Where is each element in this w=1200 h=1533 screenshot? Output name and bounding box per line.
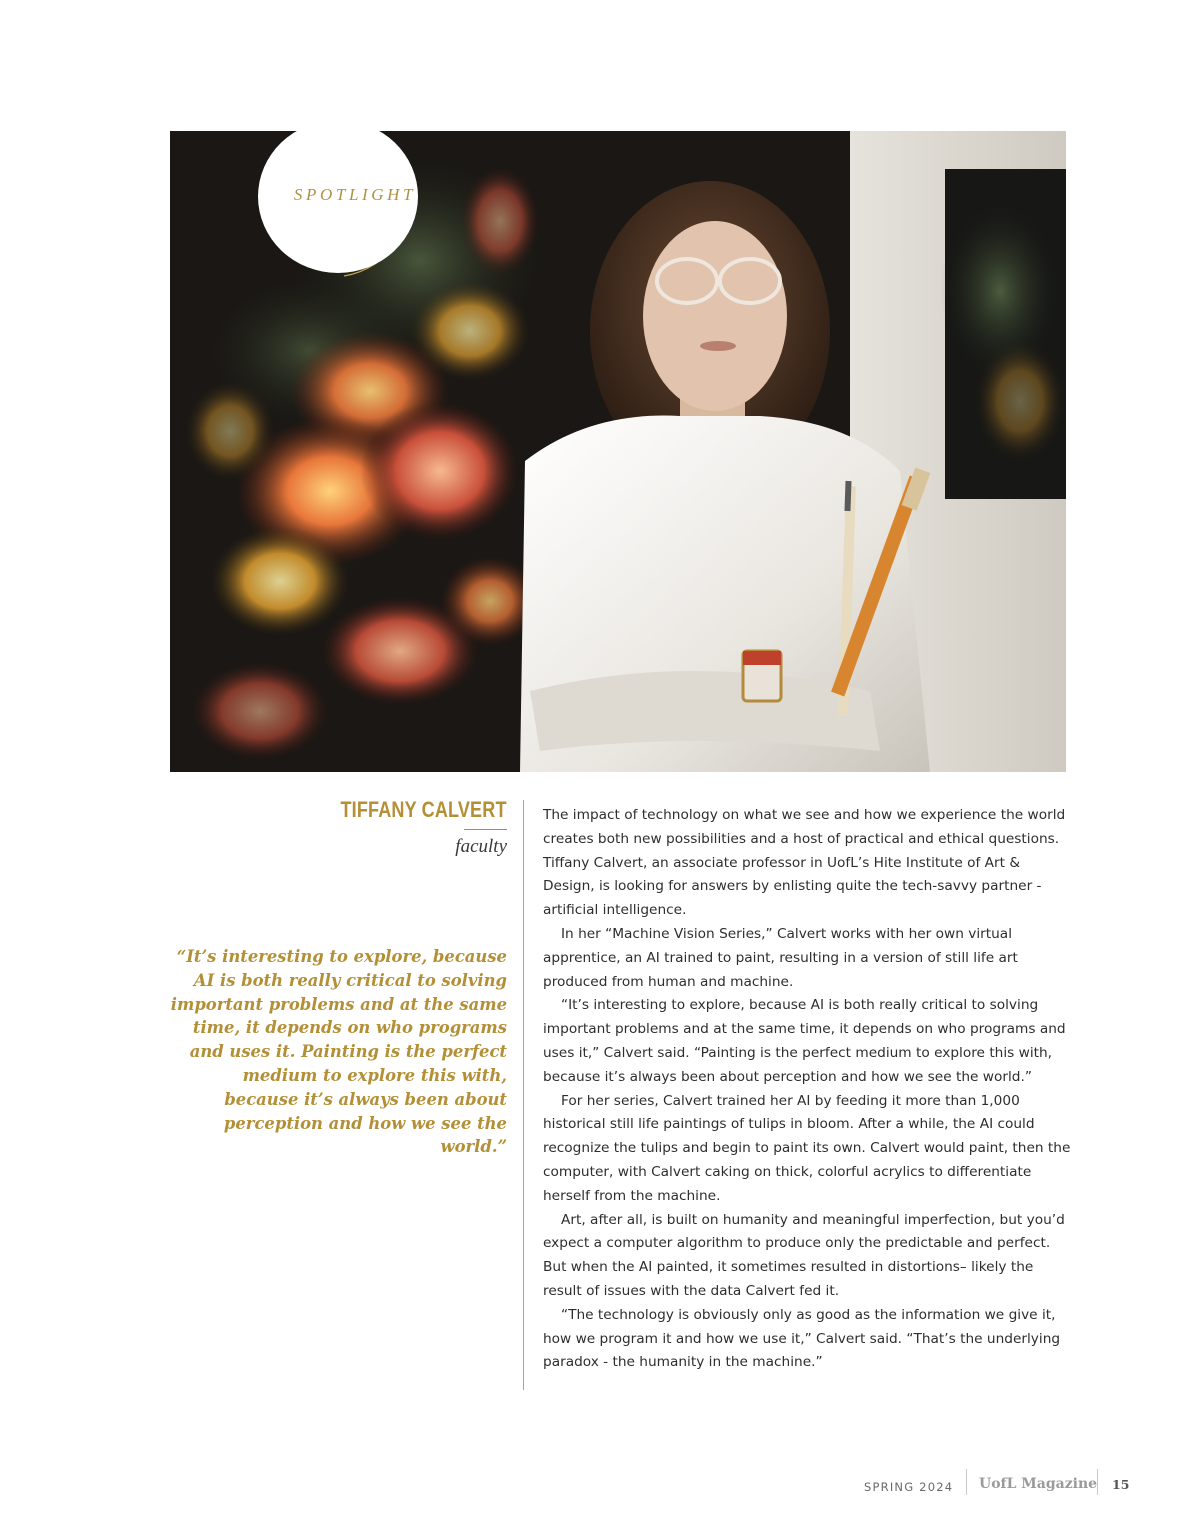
article-paragraph: Art, after all, is built on humanity and meaningful imperfection, but you’d expect a computer algorithm to produce only the predictable and perfect. But when the AI painted, it sometimes resulted in distortions– likely the result of issues with the data Calvert fed it.: [543, 1211, 1065, 1299]
article-paragraph: The impact of technology on what we see and how we experience the world creates both new possibilities and a host of practical and ethical questions. Tiffany Calvert, an associate professor in UofL’s Hite Institute of Art & Design, is looking for answers by enlisting quite the tech-savvy partner - artificial intelligence.: [543, 807, 1066, 919]
footer-divider: [1097, 1469, 1098, 1495]
article-paragraph: In her “Machine Vision Series,” Calvert works with her own virtual apprentice, an AI trained to paint, resulting in a version of still life art produced from human and machine.: [543, 925, 1018, 990]
spotlight-label: SPOTLIGHT: [293, 184, 417, 204]
footer-divider: [966, 1469, 967, 1495]
article-paragraph: “The technology is obviously only as good as the information we give it, how we program it and how we use it,” Calvert said. “That’s the underlying paradox - the humanity in the machine.”: [543, 1306, 1061, 1371]
column-divider: [523, 800, 524, 1390]
article-body: [543, 804, 1073, 1375]
page-number: 15: [1112, 1477, 1130, 1492]
article-paragraph: For her series, Calvert trained her AI by feeding it more than 1,000 historical still life paintings of tulips in bloom. After a while, the AI could recognize the tulips and begin to paint its own. Calvert would paint, then the computer, with Calvert caking on thick, colorful acrylics to differentiate herself from the machine.: [543, 1092, 1071, 1204]
pull-quote: “It’s interesting to explore, because AI is both really critical to solving important problems and at the same time, it depends on who programs and uses it. Painting is the perfect medium to explore this with, because it’s always been about perception and how we see the world.”: [170, 947, 507, 1157]
footer-issue: SPRING 2024: [864, 1480, 954, 1494]
article-paragraph: “It’s interesting to explore, because AI is both really critical to solving important problems and at the same time, it depends on who programs and uses it,” Calvert said. “Painting is the perfect medium to explore this with, because it’s always been about perception and how we see the world.”: [543, 997, 1066, 1085]
profile-role: faculty: [455, 836, 507, 857]
profile-name: TIFFANY CALVERT: [340, 797, 507, 822]
spotlight-badge: [258, 120, 418, 273]
footer-magazine-name: UofL Magazine: [979, 1476, 1098, 1492]
name-divider: [464, 829, 507, 830]
